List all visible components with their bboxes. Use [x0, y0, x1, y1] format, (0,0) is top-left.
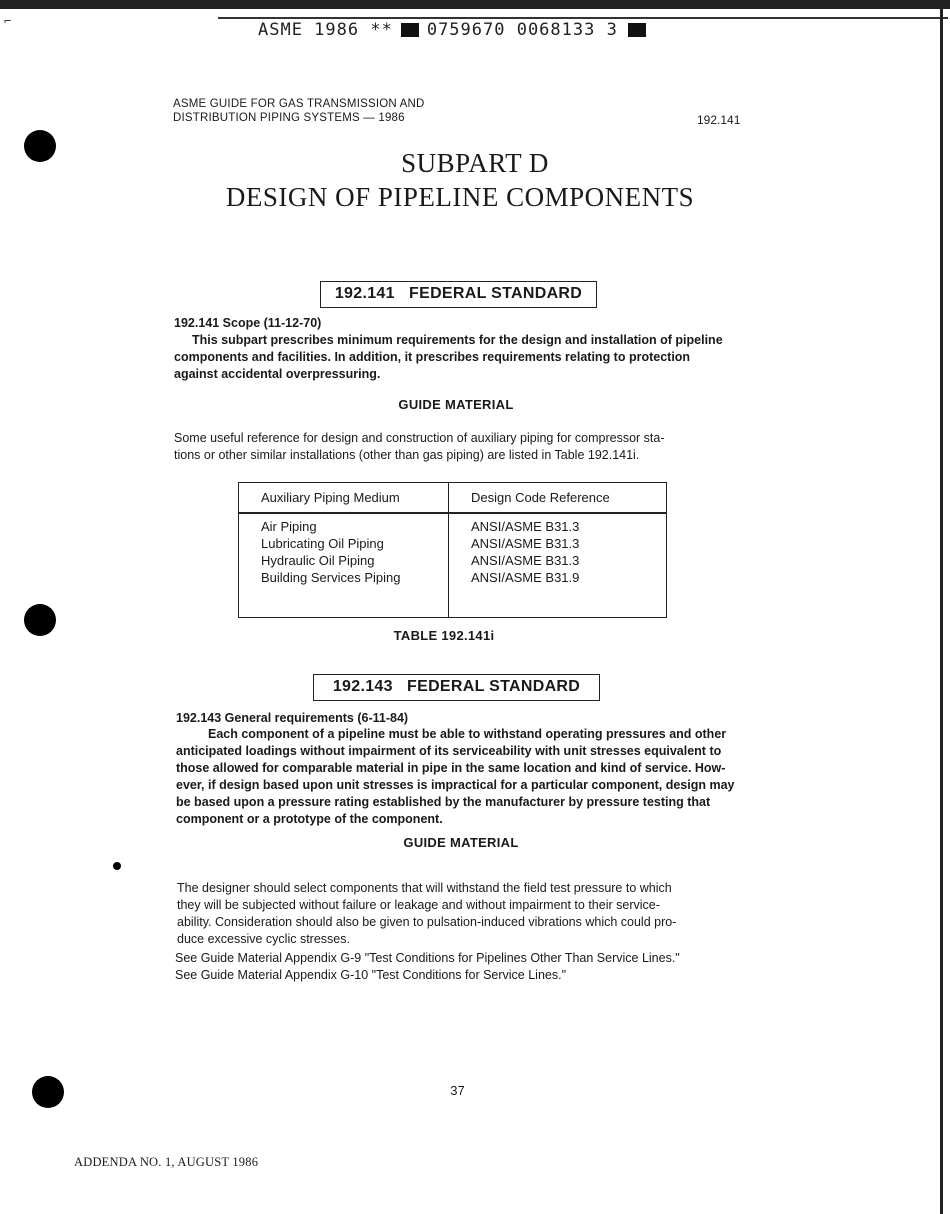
body-line: This subpart prescribes minimum requirements for the design and installation of pipeline: [192, 333, 723, 347]
auxiliary-piping-table: [238, 482, 667, 618]
stamp-codes: 0759670 0068133 3: [426, 20, 618, 40]
section-body-141: [174, 332, 744, 383]
see-references: [175, 950, 765, 984]
table-header-row: [239, 483, 667, 514]
reference-line: See Guide Material Appendix G-9 "Test Conditions for Pipelines Other Than Service Lines.": [175, 951, 680, 965]
margin-dot: [113, 862, 121, 870]
table-header-medium: Auxiliary Piping Medium: [239, 483, 449, 514]
scan-left-mark: ⌐: [4, 14, 12, 28]
page-number: 37: [450, 1083, 465, 1098]
subpart-subtitle: DESIGN OF PIPELINE COMPONENTS: [225, 182, 695, 212]
guide-material-heading-143: GUIDE MATERIAL: [403, 835, 519, 850]
table-cell-medium: Air Piping: [261, 519, 317, 534]
body-line: Each component of a pipeline must be able to withstand operating pressures and other: [208, 727, 727, 741]
guide-body-143: [177, 880, 747, 948]
table-cell-code: ANSI/ASME B31.3: [471, 553, 580, 568]
table-caption: TABLE 192.141i: [393, 628, 495, 643]
table-cell-medium: Building Services Piping: [261, 570, 401, 585]
header-section-number: 192.141: [697, 113, 741, 127]
running-header: [173, 97, 425, 125]
stamp-prefix: ASME 1986 **: [258, 20, 393, 40]
scan-top-rule: [218, 17, 948, 19]
section-heading-141: 192.141 Scope (11-12-70): [174, 316, 322, 330]
guide-line: they will be subjected without failure or leakage and without impairment to their service-: [177, 898, 660, 912]
federal-standard-box-143: 192.143 FEDERAL STANDARD: [313, 674, 600, 701]
federal-standard-box-141: 192.141 FEDERAL STANDARD: [320, 281, 597, 308]
body-line: component or a prototype of the component.: [176, 812, 443, 826]
scan-top-bar: [0, 0, 950, 9]
body-line: those allowed for comparable material in pipe in the same location and kind of service. How-: [176, 761, 726, 775]
stamp-block-mark: [401, 23, 419, 37]
body-line: components and facilities. In addition, it prescribes requirements relating to protection: [174, 350, 691, 364]
header-line-2: DISTRIBUTION PIPING SYSTEMS — 1986: [173, 112, 405, 124]
body-line: ever, if design based upon unit stresses is impractical for a particular component, design may: [176, 778, 735, 792]
section-heading-143: 192.143 General requirements (6-11-84): [176, 711, 409, 725]
table-code-column: [449, 513, 667, 618]
body-line: be based upon a pressure rating established by the manufacturer by pressure testing that: [176, 795, 711, 809]
table-header-code: Design Code Reference: [449, 483, 667, 514]
guide-material-heading-141: GUIDE MATERIAL: [398, 397, 514, 412]
subpart-title: SUBPART D: [401, 148, 549, 178]
guide-line: Some useful reference for design and construction of auxiliary piping for compressor sta-: [174, 431, 665, 445]
guide-line: ability. Consideration should also be given to pulsation-induced vibrations which could pro-: [177, 915, 677, 929]
table-cell-code: ANSI/ASME B31.9: [471, 570, 580, 585]
table-medium-column: [239, 513, 449, 618]
guide-line: tions or other similar installations (other than gas piping) are listed in Table 192.141i.: [174, 448, 640, 462]
microfilm-stamp: [258, 20, 646, 40]
table-cell-medium: Lubricating Oil Piping: [261, 536, 384, 551]
guide-body-141: [174, 430, 746, 464]
addenda-note: ADDENDA NO. 1, AUGUST 1986: [74, 1155, 259, 1169]
scan-right-edge: [940, 0, 943, 1214]
body-line: against accidental overpressuring.: [174, 367, 381, 381]
table-body-row: [239, 513, 667, 618]
body-line: anticipated loadings without impairment of its serviceability with unit stresses equivalent to: [176, 744, 722, 758]
guide-line: The designer should select components that will withstand the field test pressure to which: [177, 881, 672, 895]
section-body-143: [176, 726, 746, 828]
table-cell-code: ANSI/ASME B31.3: [471, 519, 580, 534]
table-cell-code: ANSI/ASME B31.3: [471, 536, 580, 551]
table-cell-medium: Hydraulic Oil Piping: [261, 553, 375, 568]
header-line-1: ASME GUIDE FOR GAS TRANSMISSION AND: [173, 98, 425, 110]
guide-line: duce excessive cyclic stresses.: [177, 932, 350, 946]
stamp-block-mark-end: [628, 23, 646, 37]
reference-line: See Guide Material Appendix G-10 "Test Conditions for Service Lines.": [175, 968, 567, 982]
